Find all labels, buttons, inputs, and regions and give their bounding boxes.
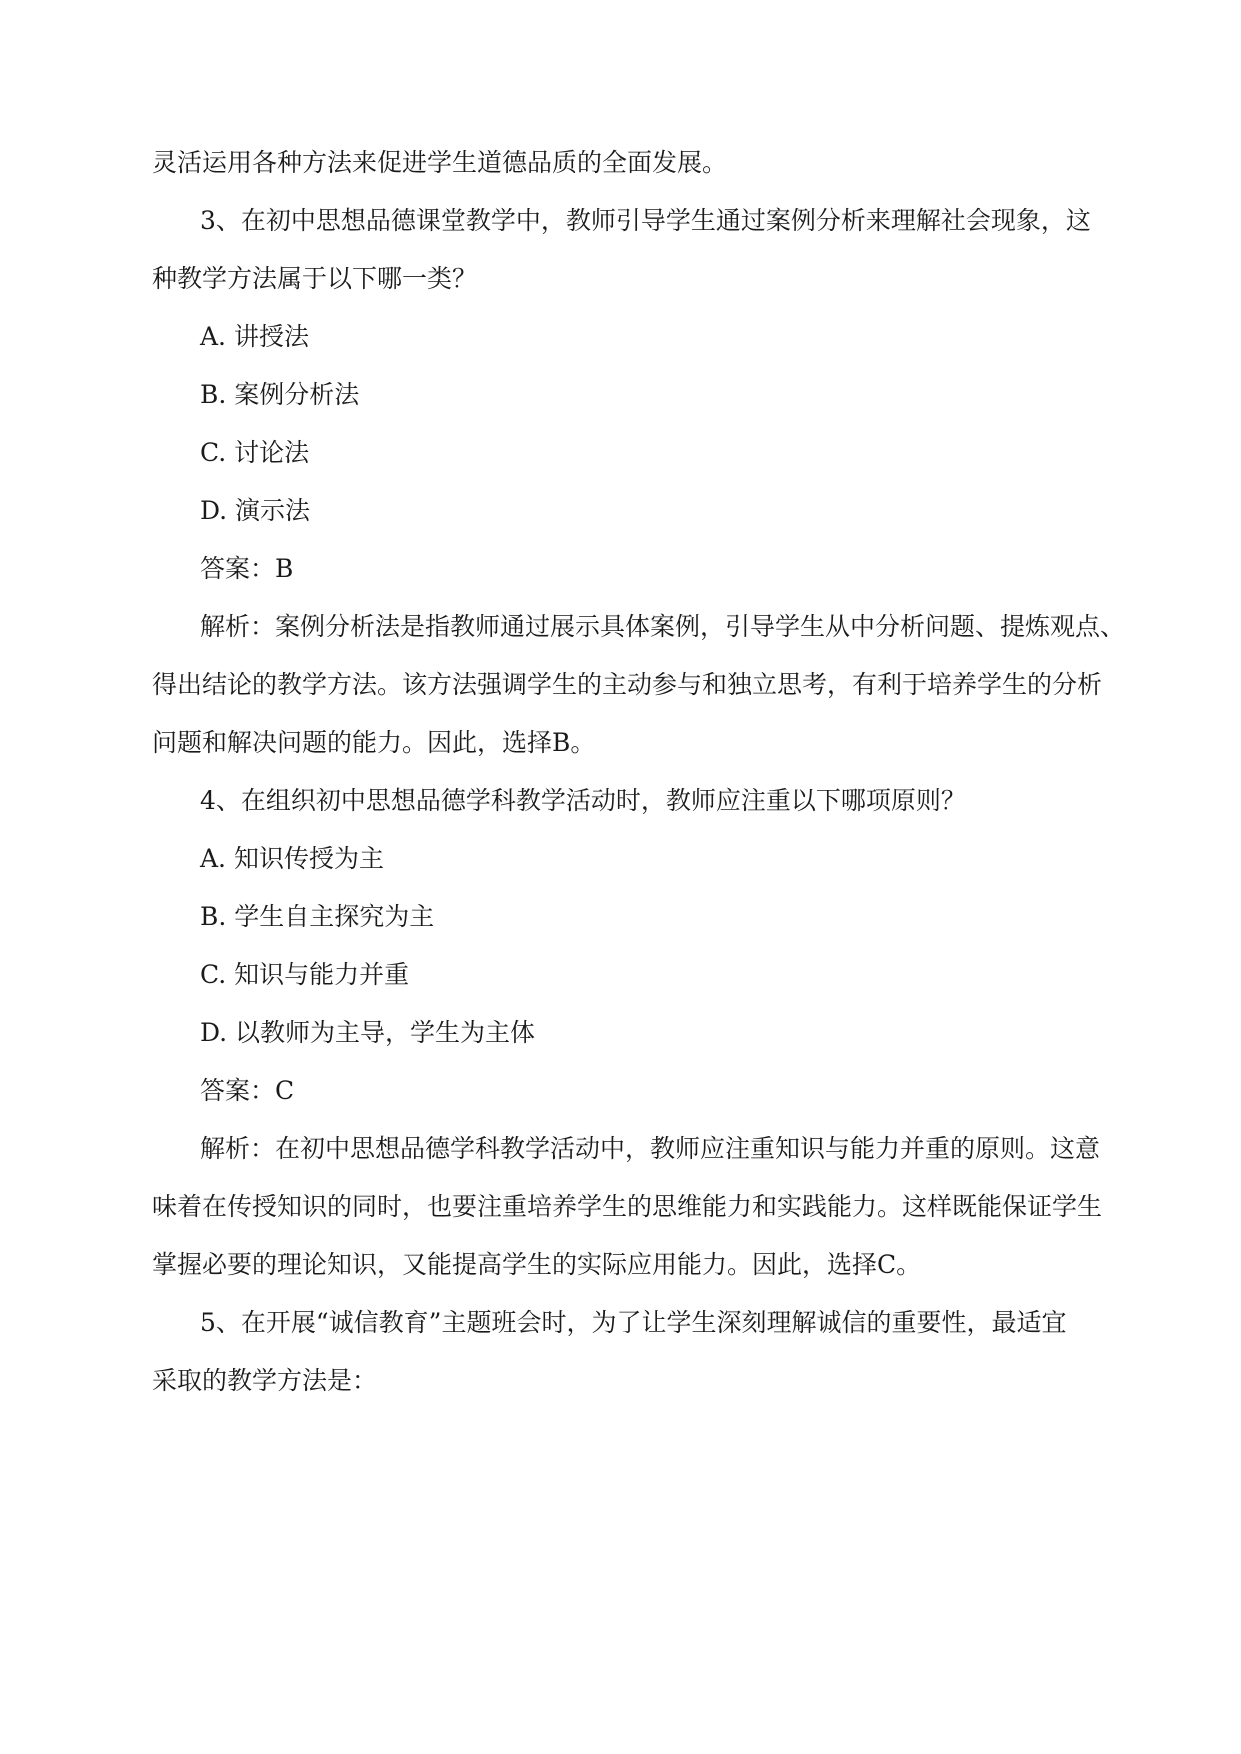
question-4-analysis-cont: 味着在传授知识的同时，也要注重培养学生的思维能力和实践能力。这样既能保证学生 [152, 1192, 1103, 1221]
text-line: 灵活运用各种方法来促进学生道德品质的全面发展。 [152, 148, 728, 177]
question-4-answer: 答案：C [200, 1076, 295, 1105]
document-page [152, 0, 1126, 1754]
question-3-analysis-cont: 问题和解决问题的能力。因此，选择B。 [152, 728, 596, 757]
question-3-stem: 3、在初中思想品德课堂教学中，教师引导学生通过案例分析来理解社会现象，这 [200, 206, 1091, 235]
question-3-option-d: D. 演示法 [200, 496, 311, 525]
question-3-option-a: A. 讲授法 [200, 322, 309, 351]
question-3-option-c: C. 讨论法 [200, 438, 310, 467]
question-5-stem: 5、在开展“诚信教育”主题班会时，为了让学生深刻理解诚信的重要性，最适宜 [200, 1308, 1067, 1337]
question-4-analysis-cont: 掌握必要的理论知识，又能提高学生的实际应用能力。因此，选择C。 [152, 1250, 922, 1279]
question-5-stem-cont: 采取的教学方法是： [152, 1366, 378, 1395]
question-3-analysis: 解析：案例分析法是指教师通过展示具体案例，引导学生从中分析问题、提炼观点、 [200, 612, 1126, 641]
question-3-stem-cont: 种教学方法属于以下哪一类？ [152, 264, 478, 293]
question-3-analysis-cont: 得出结论的教学方法。该方法强调学生的主动参与和独立思考，有利于培养学生的分析 [152, 670, 1103, 699]
question-4-option-a: A. 知识传授为主 [200, 844, 384, 873]
question-3-option-b: B. 案例分析法 [200, 380, 360, 409]
question-4-analysis: 解析：在初中思想品德学科教学活动中，教师应注重知识与能力并重的原则。这意 [200, 1134, 1101, 1163]
question-3-answer: 答案：B [200, 554, 294, 583]
question-4-stem: 4、在组织初中思想品德学科教学活动时，教师应注重以下哪项原则？ [200, 786, 966, 815]
question-4-option-b: B. 学生自主探究为主 [200, 902, 435, 931]
question-4-option-c: C. 知识与能力并重 [200, 960, 410, 989]
question-4-option-d: D. 以教师为主导，学生为主体 [200, 1018, 536, 1047]
